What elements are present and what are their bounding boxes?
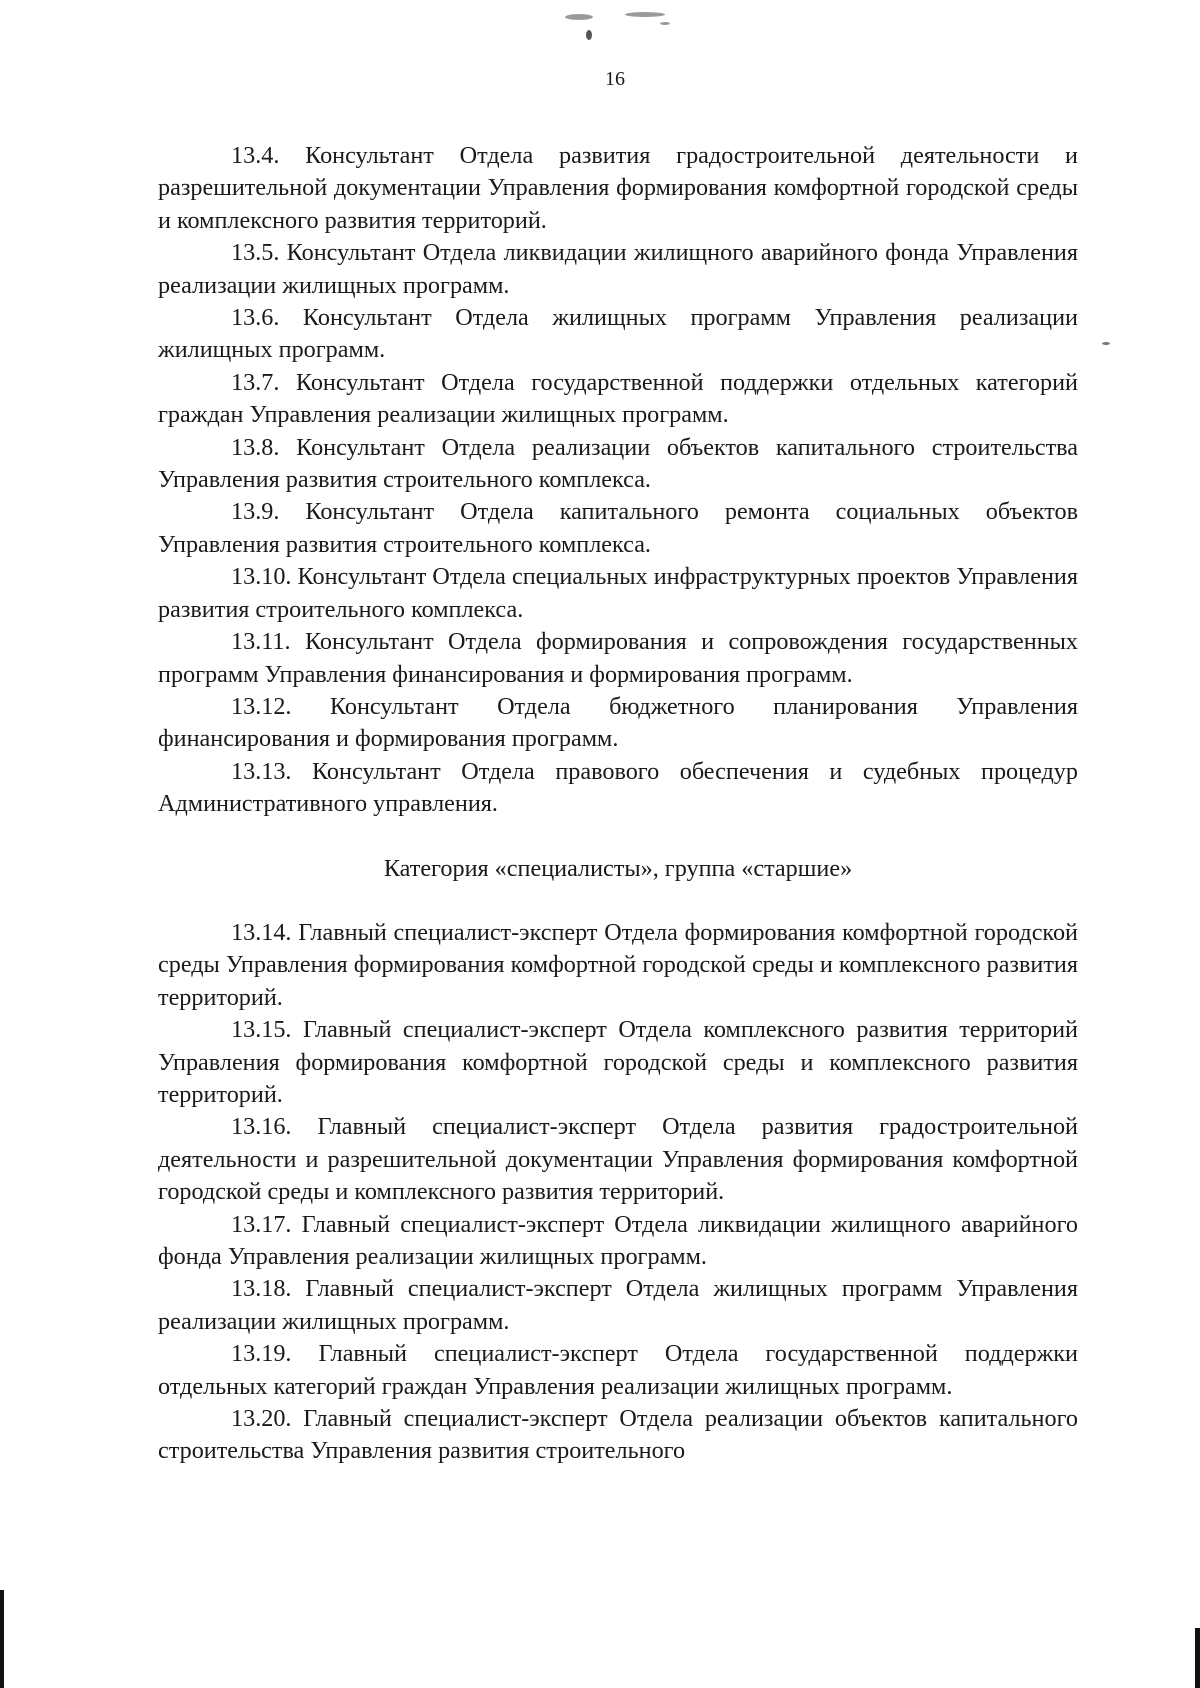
paragraph: 13.11. Консультант Отдела формирования и сопровождения государственных программ Управления финансирования и формирования программ. [158,628,1078,688]
paragraph: 13.6. Консультант Отдела жилищных программ Управления реализации жилищных программ. [158,304,1078,364]
paragraph: 13.20. Главный специалист-эксперт Отдела реализации объектов капитального строительства Управления развития строительного [158,1405,1078,1465]
paragraph: 13.9. Консультант Отдела капитального ремонта социальных объектов Управления развития строительного комплекса. [158,498,1078,558]
paragraph: 13.18. Главный специалист-эксперт Отдела жилищных программ Управления реализации жилищных программ. [158,1275,1078,1335]
scan-speck [565,14,593,20]
paragraph: 13.5. Консультант Отдела ликвидации жилищного аварийного фонда Управления реализации жилищных программ. [158,239,1078,299]
paragraph: 13.12. Консультант Отдела бюджетного планирования Управления финансирования и формирования программ. [158,692,1078,753]
paragraph: 13.4. Консультант Отдела развития градостроительной деятельности и разрешительной документации Управления формирования комфортной городской среды и комплексного развития территорий. [158,142,1078,234]
paragraph: 13.17. Главный специалист-эксперт Отдела ликвидации жилищного аварийного фонда Управления реализации жилищных программ. [158,1210,1078,1270]
scan-speck [625,12,665,17]
scan-speck [1102,342,1110,345]
document-body [158,140,1078,1468]
page-number: 16 [605,68,625,90]
paragraph: 13.16. Главный специалист-эксперт Отдела развития градостроительной деятельности и разрешительной документации Управления формирования комфортной городской среды и комплексного развития территорий. [158,1113,1078,1206]
paragraph: 13.13. Консультант Отдела правового обеспечения и судебных процедур Административного управления. [158,757,1078,818]
scan-edge-right [1195,1628,1200,1688]
paragraph: 13.15. Главный специалист-эксперт Отдела комплексного развития территорий Управления формирования комфортной городской среды и комплексного развития территорий. [158,1016,1078,1108]
paragraph: 13.8. Консультант Отдела реализации объектов капитального строительства Управления развития строительного комплекса. [158,433,1078,494]
scan-edge-left [0,1590,4,1688]
section-heading: Категория «специалисты», группа «старшие» [383,854,853,882]
scan-speck [586,30,592,40]
paragraph: 13.7. Консультант Отдела государственной поддержки отдельных категорий граждан Управления реализации жилищных программ. [158,368,1078,429]
paragraph: 13.10. Консультант Отдела специальных инфраструктурных проектов Управления развития строительного комплекса. [158,563,1078,623]
paragraph: 13.19. Главный специалист-эксперт Отдела государственной поддержки отдельных категорий граждан Управления реализации жилищных программ. [158,1340,1078,1400]
paragraph: 13.14. Главный специалист-эксперт Отдела формирования комфортной городской среды Управления формирования комфортной городской среды и комплексного развития территорий. [158,918,1078,1011]
scan-speck [660,22,670,25]
